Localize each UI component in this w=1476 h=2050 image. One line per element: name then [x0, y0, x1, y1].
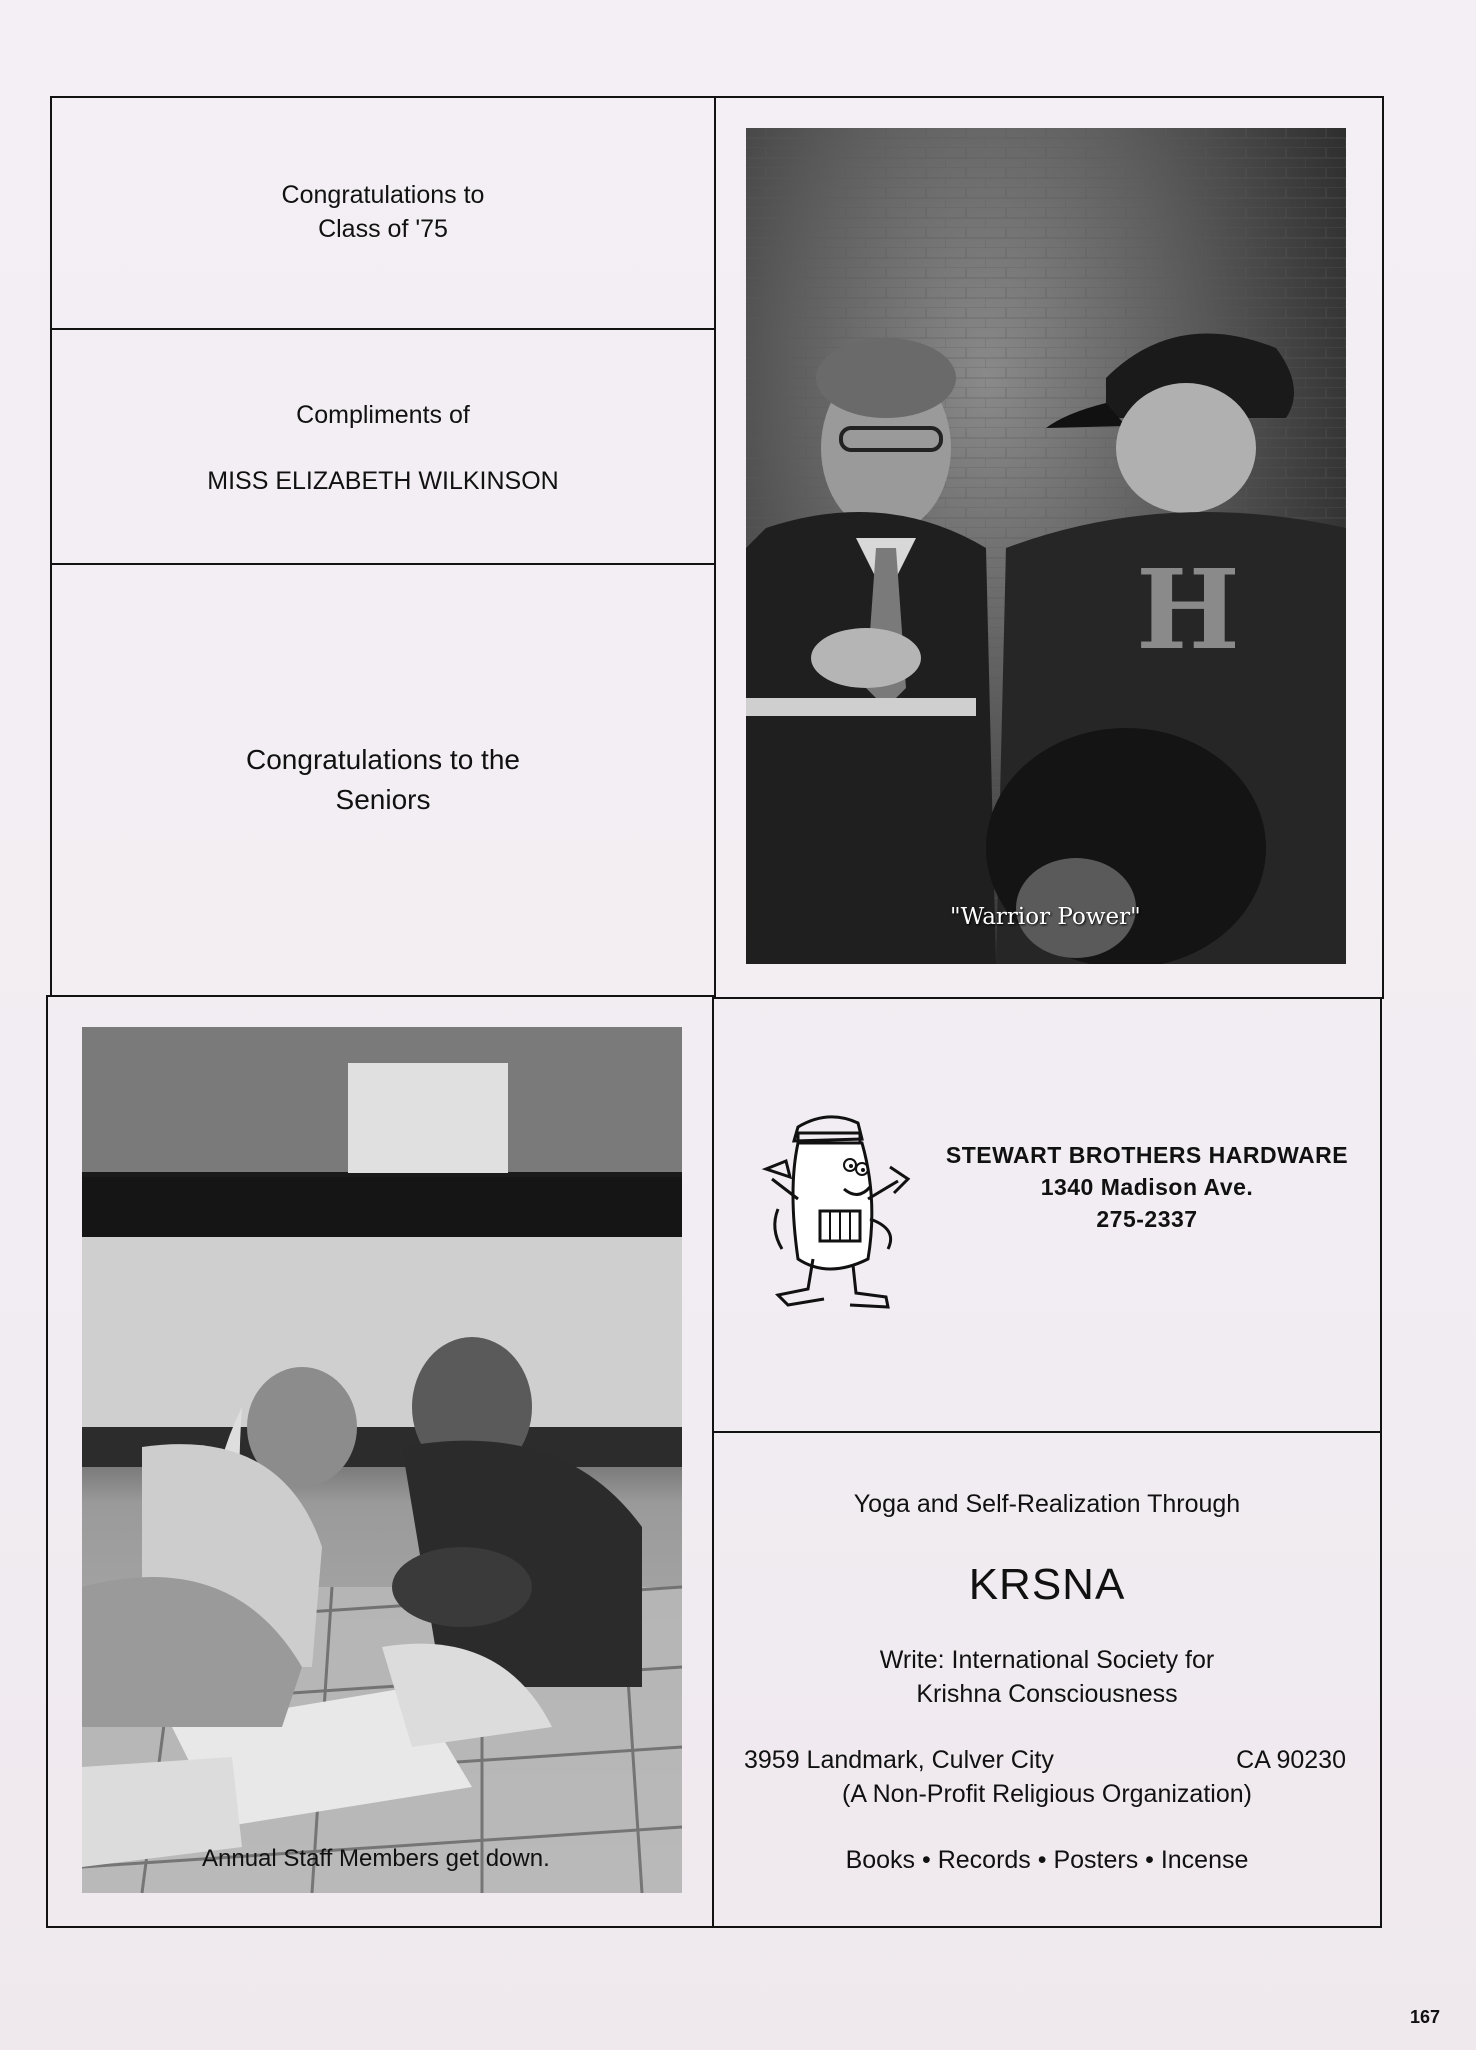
photo-box-annual-staff: [46, 995, 714, 1928]
svg-text:H: H: [1136, 545, 1240, 674]
ad-line: Seniors: [335, 784, 431, 815]
store-address: 1340 Madison Ave.: [1040, 1174, 1254, 1200]
ad-class-of-75: [50, 96, 716, 330]
krsna-intro: Yoga and Self-Realization Through: [853, 1490, 1241, 1518]
ad-line: MISS ELIZABETH WILKINSON: [207, 467, 559, 495]
ad-line: Class of '75: [318, 215, 448, 243]
krsna-title: KRSNA: [968, 1560, 1126, 1609]
photo-illustration: [82, 1027, 682, 1893]
ad-line: Congratulations to: [281, 181, 485, 209]
hardware-mascot-logo: [758, 1109, 918, 1319]
ad-line: Compliments of: [296, 401, 470, 429]
photo-illustration: [746, 128, 1346, 964]
krsna-note: (A Non-Profit Religious Organization): [842, 1780, 1252, 1808]
photo-box-warrior-power: [714, 96, 1384, 999]
photo-caption: "Warrior Power": [950, 904, 1141, 930]
krsna-items: Books • Records • Posters • Incense: [845, 1846, 1249, 1874]
krsna-state-zip: CA 90230: [1236, 1746, 1346, 1774]
store-name: STEWART BROTHERS HARDWARE: [945, 1142, 1349, 1168]
krsna-write-line2: Krishna Consciousness: [916, 1680, 1178, 1708]
ad-seniors: [50, 563, 716, 997]
krsna-write-line1: Write: International Society for: [879, 1646, 1215, 1674]
ad-stewart-brothers-hardware: [712, 997, 1382, 1433]
store-phone: 275-2337: [1096, 1206, 1198, 1232]
photo-warrior-power: [746, 128, 1346, 964]
page-number: 167: [1409, 2007, 1440, 2027]
ad-krsna: [712, 1431, 1382, 1928]
photo-caption: Annual Staff Members get down.: [202, 1845, 550, 1872]
ad-compliments: [50, 328, 716, 565]
ad-line: Congratulations to the: [246, 744, 520, 775]
photo-annual-staff: [82, 1027, 682, 1893]
krsna-address: 3959 Landmark, Culver City: [744, 1746, 1054, 1774]
